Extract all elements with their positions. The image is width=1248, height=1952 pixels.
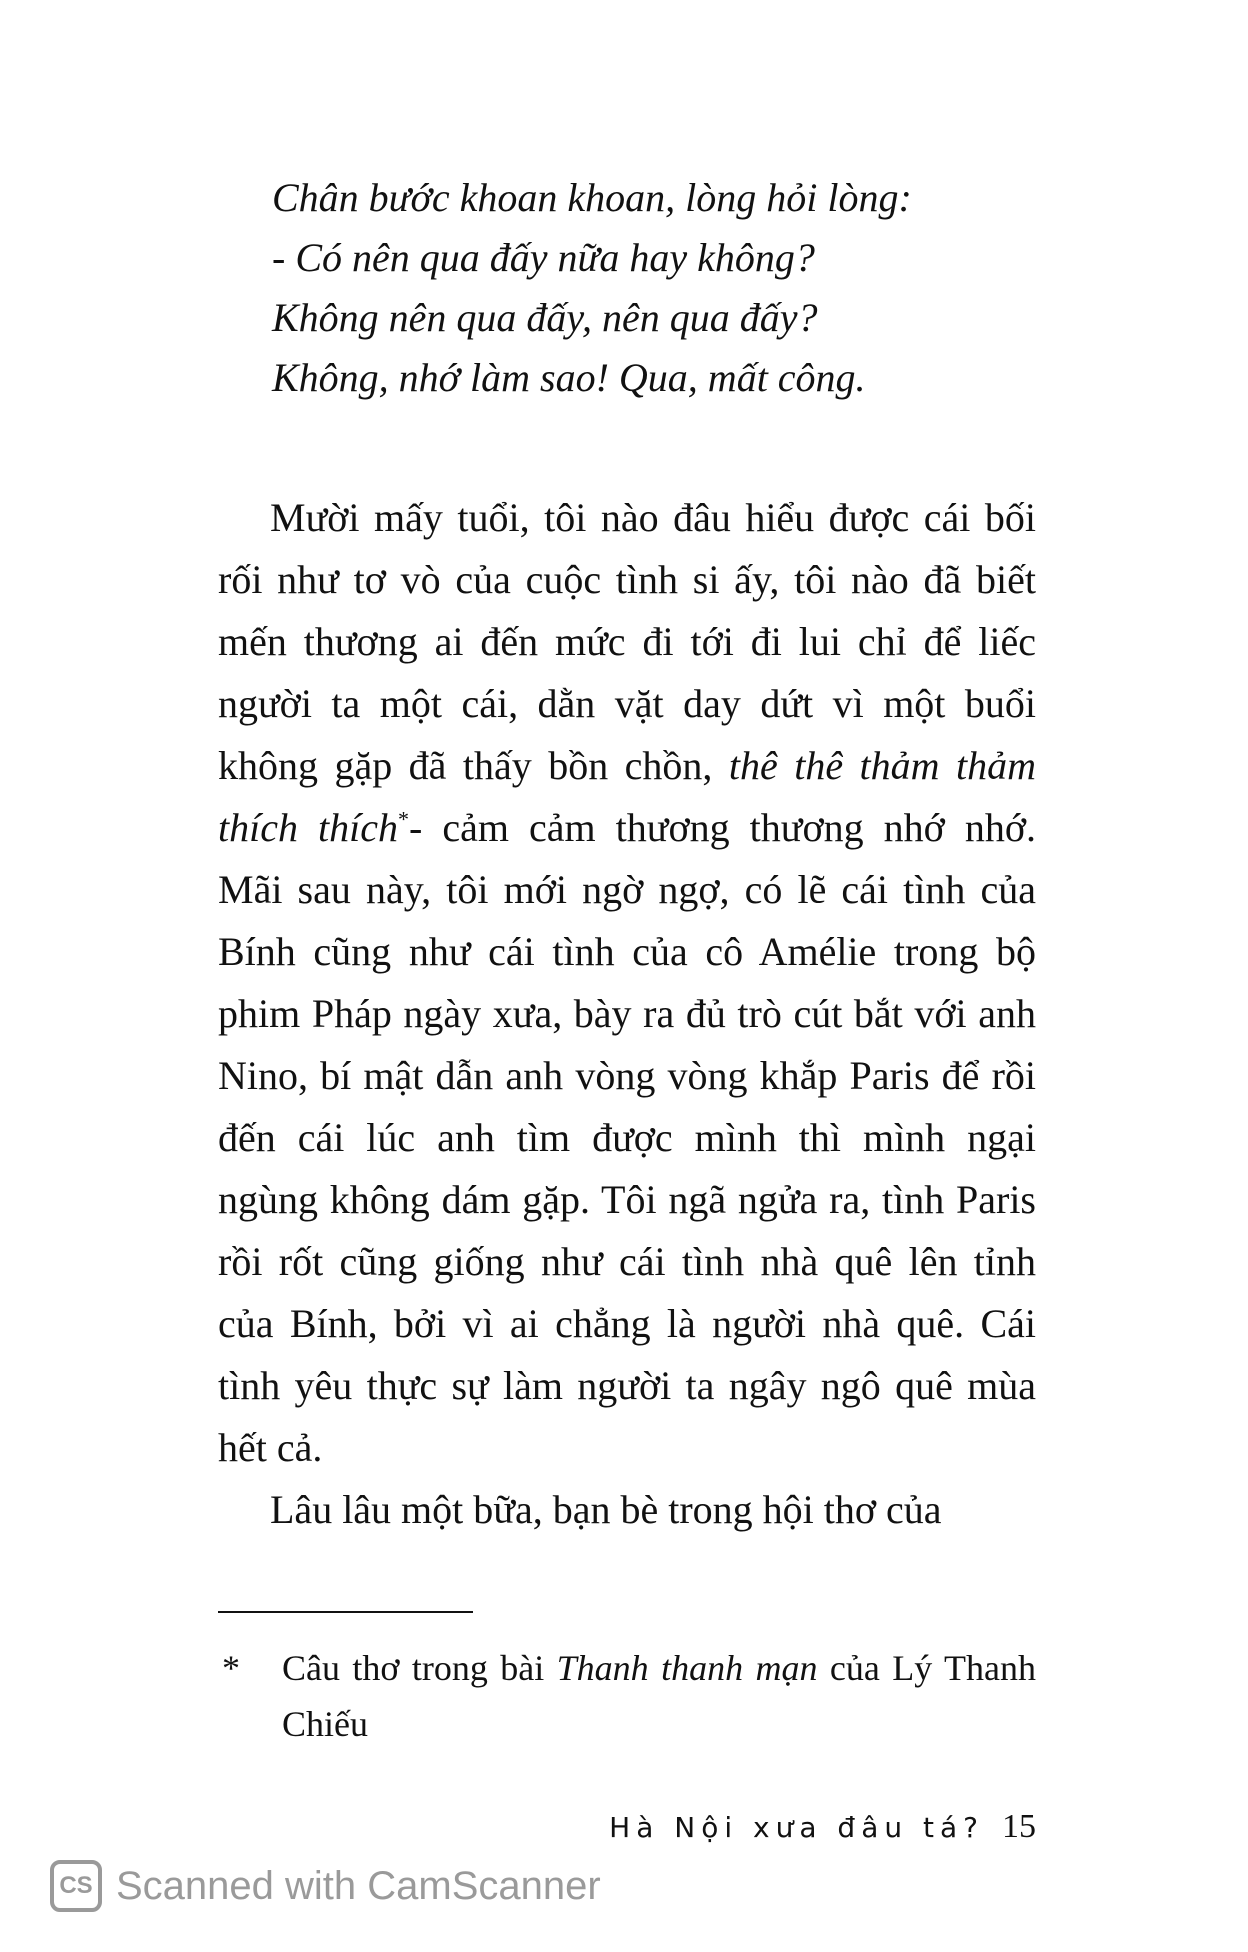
- poem-line-2: - Có nên qua đấy nữa hay không?: [272, 235, 815, 280]
- running-title: Hà Nội xưa đâu tá?: [609, 1811, 984, 1844]
- paragraph-1-part-b: - cảm cảm thương thương nhớ nhớ. Mãi sau này, tôi mới ngờ ngợ, có lẽ cái tình của Bính cũng như cái tình của cô Amélie trong bộ phim Pháp ngày xưa, bày ra đủ trò cút bắt với anh Nino, bí mật dẫn anh vòng vòng khắp Paris để rồi đến cái lúc anh tìm được mình thì mình ngại ngùng không dám gặp. Tôi ngã ngửa ra, tình Paris rồi rốt cũng giống như cái tình nhà quê lên tỉnh của Bính, bởi vì ai chẳng là người nhà quê. Cái tình yêu thực sự làm người ta ngây ngô quê mùa hết cả.: [218, 805, 1036, 1470]
- body-text: [218, 487, 1036, 1541]
- scanner-watermark: [50, 1860, 601, 1912]
- footnote-reference-mark: *: [398, 806, 409, 832]
- footnote-text: [282, 1640, 1036, 1752]
- paragraph-1-part-a: Mười mấy tuổi, tôi nào đâu hiểu được cái bối rối như tơ vò của cuộc tình si ấy, tôi nào đã biết mến thương ai đến mức đi tới đi lui chỉ để liếc người ta một cái, dằn vặt day dứt vì một buổi không gặp đã thấy bồn chồn,: [218, 495, 1036, 788]
- footnote: [218, 1640, 1036, 1752]
- footnote-divider: [218, 1611, 473, 1613]
- paragraph-1-italic-phrase: thê thê thảm thảm thích thích: [218, 743, 1037, 850]
- running-footer: [609, 1808, 1036, 1846]
- poem-stanza: [272, 168, 1072, 408]
- camscanner-logo-icon: CS: [50, 1860, 102, 1912]
- poem-line-3: Không nên qua đấy, nên qua đấy?: [272, 295, 818, 340]
- watermark-text: Scanned with CamScanner: [116, 1863, 601, 1908]
- poem-line-4: Không, nhớ làm sao! Qua, mất công.: [272, 355, 866, 400]
- poem-line-1: Chân bước khoan khoan, lòng hỏi lòng:: [272, 175, 912, 220]
- page-number: 15: [1002, 1808, 1036, 1845]
- footnote-poem-title: Thanh thanh mạn: [556, 1648, 818, 1688]
- footnote-text-a: Câu thơ trong bài: [282, 1648, 557, 1688]
- paragraph-2: Lâu lâu một bữa, bạn bè trong hội thơ của: [270, 1487, 942, 1532]
- paragraph-1: [218, 487, 1036, 1479]
- footnote-text-b: của Lý Thanh Chiếu: [282, 1648, 1037, 1744]
- footnote-marker: *: [222, 1648, 240, 1688]
